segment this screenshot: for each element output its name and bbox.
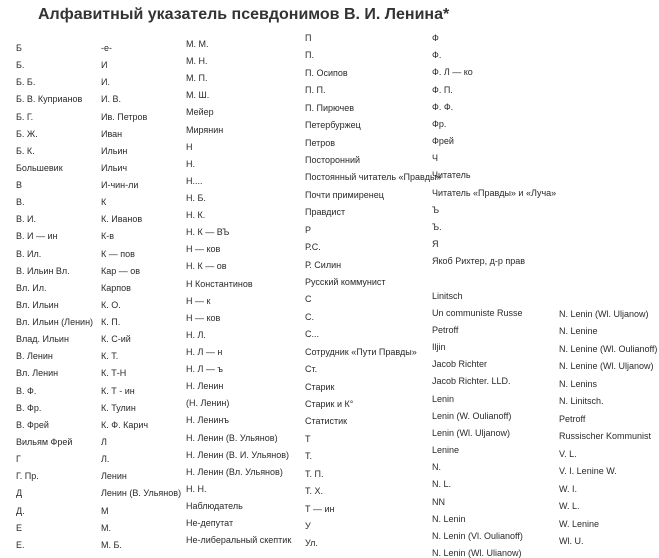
index-entry: М (101, 505, 109, 516)
index-entry: N. Lenin (432, 513, 466, 524)
index-entry: Н.... (186, 175, 203, 186)
index-entry: И-чин-ли (101, 180, 139, 191)
index-entry: Ф. П. (432, 84, 453, 95)
index-entry: Linitsch (432, 290, 463, 301)
index-entry: Б. Ж. (16, 128, 38, 139)
index-entry: В. Фрей (16, 419, 49, 430)
index-entry: Б. (16, 60, 25, 71)
index-entry: Г (16, 454, 21, 465)
index-entry: W. L. (559, 501, 580, 512)
index-entry: Р.С. (305, 242, 321, 253)
index-entry: М. М. (186, 39, 209, 49)
index-entry: В (16, 180, 23, 191)
index-entry: Wl. U. (559, 535, 584, 546)
index-entry: Е (16, 522, 23, 533)
index-entry: В. Ленин (16, 351, 53, 362)
index-entry: Н. Б. (186, 192, 206, 203)
index-entry: Т — ин (305, 503, 335, 514)
index-entry: Н. К — ов (186, 261, 227, 272)
index-entry: Л. (101, 454, 110, 465)
index-entry: Вл. Ильин (Ленин) (16, 317, 94, 328)
index-entry: N. (432, 462, 441, 473)
index-entry: У (305, 521, 311, 532)
index-entry: Н (186, 141, 193, 152)
index-entry: N. Lenins (559, 378, 598, 389)
index-entry: К. П. (101, 317, 121, 328)
index-entry: Мейер (186, 107, 214, 118)
index-entry: Я (432, 239, 439, 250)
index-entry: N. Linitsch. (559, 396, 604, 407)
index-entry: Petroff (432, 324, 459, 335)
index-entry: Карпов (101, 282, 131, 293)
index-entry: С. (305, 311, 314, 322)
index-entry: Н. Ленин (Вл. Ульянов) (186, 466, 283, 477)
index-entry: Ф. Л — ко (432, 67, 473, 78)
index-entry: Ъ (432, 204, 440, 215)
index-entry: N. Lenin (Vl. Oulianoff) (432, 530, 523, 541)
index-entry: П. Осипов (305, 67, 348, 78)
index-entry: Н — ков (186, 312, 221, 323)
page-title: Алфавитный указатель псевдонимов В. И. Ленина* (38, 6, 450, 23)
index-entry: Ив. Петров (101, 111, 148, 122)
index-entry: В. Ил. (16, 248, 42, 259)
index-entry: Ъ. (432, 221, 442, 232)
index-entry: Вл. Ленин (16, 368, 59, 379)
index-entry: К. Иванов (101, 214, 143, 225)
index-entry: П (305, 33, 312, 43)
index-entry: С (305, 294, 312, 305)
index-entry: Ф. (432, 50, 442, 61)
index-entry: В. И. (16, 214, 36, 225)
index-entry: Правдист (305, 207, 346, 218)
index-entry: Постоянный читатель «Правды» (305, 172, 442, 183)
index-entry: Иван (101, 128, 123, 139)
index-entry: В. Ильин Вл. (16, 265, 70, 276)
index-entry: -е- (101, 43, 112, 53)
index-entry: W. I. (559, 483, 577, 494)
index-entry: И. В. (101, 94, 121, 105)
index-entry: Ленин (В. Ульянов) (101, 488, 182, 499)
index-entry: Читатель «Правды» и «Луча» (432, 187, 557, 198)
index-entry: N. Lenine (559, 326, 598, 337)
index-entry: Ф. Ф. (432, 101, 454, 112)
index-entry: Н. Н. (186, 483, 207, 494)
index-entry: N. L. (432, 479, 452, 490)
index-entry: Ф (432, 33, 439, 43)
index-entry: Петербуржец (305, 120, 361, 131)
index-entry: Русский коммунист (305, 277, 386, 288)
index-entry: К. Т-Н (101, 368, 127, 379)
index-entry: Н. Л — н (186, 346, 223, 357)
index-entry: W. Lenine (559, 518, 600, 529)
index-entry: В. Ф. (16, 385, 37, 396)
index-entry: Т. (305, 451, 313, 462)
index-entry: Н. Ленинъ (186, 415, 230, 426)
index-entry: Сотрудник «Пути Правды» (305, 346, 417, 357)
index-entry: М. П. (186, 73, 208, 84)
index-entry: Ильич (101, 162, 128, 173)
index-entry: Ч (432, 153, 438, 164)
index-entry: Н — к (186, 295, 211, 306)
index-entry: Мирянин (186, 124, 224, 135)
index-entry: Влад. Ильин (16, 334, 69, 345)
index-entry: Ст. (305, 364, 318, 375)
index-entry: N. Lenine (Wl. Uljanow) (559, 361, 654, 372)
index-entry: Фрей (432, 136, 454, 147)
index-entry: К. Т - ин (101, 385, 135, 396)
index-entry: Н — ков (186, 244, 221, 255)
index-entry: Старик и К° (305, 399, 354, 410)
index-entry: Б (16, 43, 22, 53)
index-entry: Старик (305, 381, 335, 392)
index-entry: Lenin (Wl. Uljanow) (432, 427, 511, 438)
index-entry: Д (16, 488, 23, 499)
index-entry: Р (305, 224, 312, 235)
index-entry: К — пов (101, 248, 135, 259)
index-entry: Читатель (432, 170, 471, 181)
index-entry: Не-депутат (186, 518, 234, 529)
index-entry: Lenine (432, 445, 460, 456)
index-entry: Якоб Рихтер, д-р прав (432, 256, 526, 267)
index-entry: Вл. Ильин (16, 299, 59, 310)
index-entry: Н Константинов (186, 278, 253, 289)
index-entry: М. Н. (186, 56, 208, 67)
index-entry: Н. К. (186, 210, 206, 221)
index-entry: Н. Л — ъ (186, 364, 224, 375)
index-entry: NN (432, 496, 445, 507)
index-entry: Jacob Richter (432, 359, 488, 370)
index-entry: В. (16, 197, 25, 208)
index-entry: К. Тулин (101, 402, 136, 413)
index-entry: Б. К. (16, 145, 35, 156)
index-entry: Т. Х. (305, 486, 324, 497)
index-entry: В. И — ин (16, 231, 58, 242)
index-entry: К-в (101, 231, 115, 242)
index-entry: Lenin (W. Oulianoff) (432, 410, 512, 421)
index-entry: Russischer Kommunist (559, 431, 652, 442)
index-entry: М. Ш. (186, 90, 210, 101)
index-entry: К (101, 197, 107, 208)
index-entry: Н. К — ВЪ (186, 227, 230, 238)
index-entry: К. С-ий (101, 334, 131, 345)
index-entry: N. Lenin (Wl. Uljanow) (559, 309, 649, 319)
index-entry: Почти примиренец (305, 189, 384, 200)
index-entry: Статистик (305, 416, 348, 427)
index-entry: Н. Ленин (186, 381, 224, 392)
index-entry: Iljin (432, 342, 446, 353)
index-entry: Н. Ленин (В. Ульянов) (186, 432, 278, 443)
index-entry: (Н. Ленин) (186, 398, 230, 409)
index-entry: П. П. (305, 85, 326, 96)
index-entry: N. Lenin (Wl. Ulianow) (432, 548, 522, 558)
index-entry: Т. П. (305, 468, 324, 479)
index-entry: Р. Силин (305, 259, 342, 270)
index-entry: И (101, 60, 108, 71)
index-entry: Ул. (305, 538, 318, 549)
index-entry: N. Lenine (Wl. Oulianoff) (559, 343, 658, 354)
index-entry: П. (305, 50, 314, 61)
index-entry: Б. Г. (16, 111, 34, 122)
index-entry: Большевик (16, 162, 63, 173)
index-entry: В. Фр. (16, 402, 42, 413)
index-entry: И. (101, 77, 110, 88)
index-entry: Петров (305, 137, 336, 148)
index-entry: Ильин (101, 145, 128, 156)
index-entry: Наблюдатель (186, 500, 243, 511)
index-entry: Не-либеральный скептик (186, 535, 292, 546)
index-entry: Посторонний (305, 155, 361, 165)
index-entry: П. Пирючев (305, 102, 354, 113)
index-entry: М. (101, 522, 111, 533)
index-entry: Н. Л. (186, 329, 206, 340)
index-entry: Л (101, 436, 107, 447)
index-entry: К. Ф. Карич (101, 419, 149, 430)
index-entry: Un communiste Russe (432, 307, 523, 318)
index-entry: Б. Б. (16, 77, 36, 88)
index-entry: Ленин (101, 471, 127, 482)
index-entry: Lenin (432, 393, 455, 404)
index-entry: Г. Пр. (16, 471, 39, 482)
index-entry: Petroff (559, 413, 586, 424)
index-entry: Вл. Ил. (16, 282, 47, 293)
index-entry: Н. (186, 158, 195, 169)
index-entry: М. Б. (101, 539, 122, 550)
index-entry: С... (305, 329, 320, 340)
index-entry: К. О. (101, 299, 121, 310)
index-entry: Фр. (432, 118, 447, 129)
index-entry: V. L. (559, 448, 577, 459)
index-entry: Б. В. Куприанов (16, 94, 83, 105)
index-entry: К. Т. (101, 351, 119, 362)
index-entry: Н. Ленин (В. И. Ульянов) (186, 449, 290, 460)
index-entry: Jacob Richter. LLD. (432, 376, 511, 387)
index-entry: Кар — ов (101, 265, 141, 276)
index-entry: Е. (16, 539, 25, 550)
index-entry: Т (305, 433, 311, 444)
index-entry: V. I. Lenine W. (559, 466, 617, 477)
index-entry: Д. (16, 505, 25, 516)
index-entry: Вильям Фрей (16, 436, 73, 447)
